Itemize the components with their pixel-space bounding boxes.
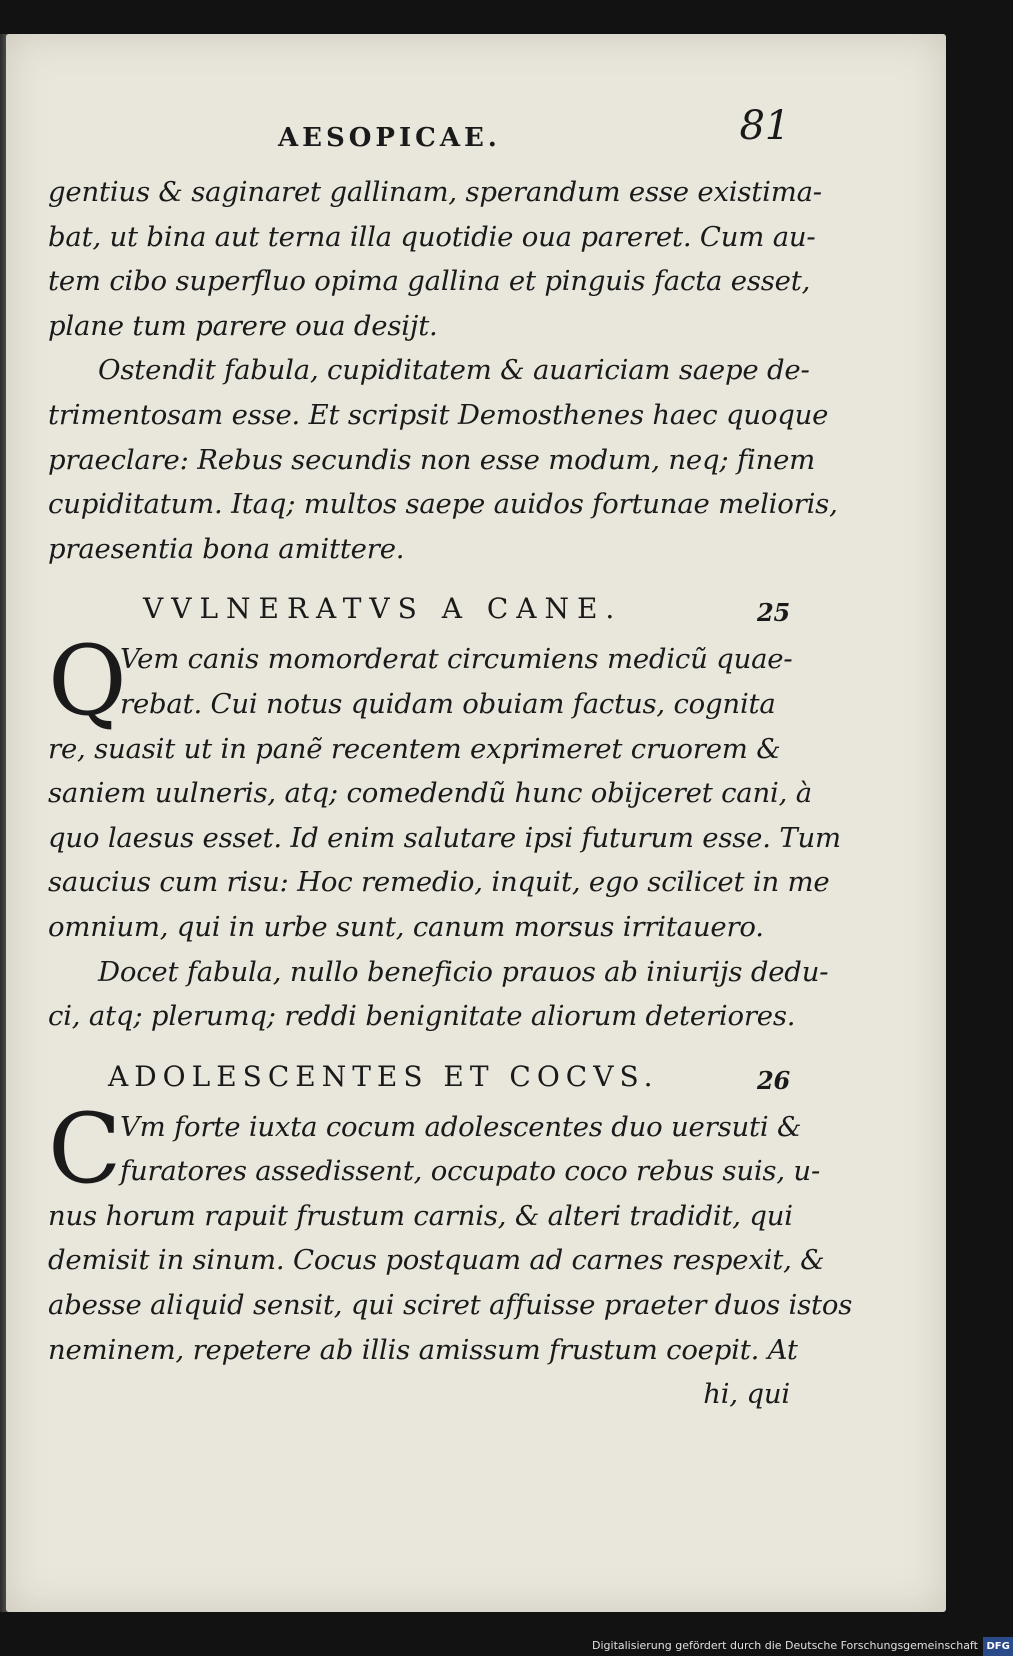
- fable-body: [48, 1092, 853, 1417]
- fable-number: 26: [757, 1065, 790, 1095]
- text-line: Vm forte iuxta cocum adolescentes duo uersuti &: [120, 1110, 802, 1143]
- moral-paragraph: [48, 348, 838, 571]
- fable-heading: [48, 1047, 790, 1105]
- text-line: omnium, qui in urbe sunt, canum morsus irritauero.: [48, 910, 764, 943]
- credit-text: Digitalisierung gefördert durch die Deutsche Forschungsgemeinschaft: [592, 1639, 978, 1652]
- text-line: Vem canis momorderat circumiens medicũ quae-: [120, 643, 793, 676]
- text-line: plane tum parere oua desijt.: [48, 309, 438, 342]
- paragraph-continued: [48, 170, 822, 348]
- page-text: [48, 103, 853, 1417]
- catchword: hi, qui: [703, 1378, 790, 1411]
- text-line: nus horum rapuit frustum carnis, & alteri tradidit, qui: [48, 1199, 793, 1232]
- dfg-logo: DFG: [983, 1637, 1012, 1656]
- fable-heading: [48, 579, 790, 637]
- running-head: AESOPICAE.: [278, 123, 501, 153]
- text-line: saucius cum risu: Hoc remedio, inquit, ego scilicet in me: [48, 866, 830, 899]
- digitization-credit: [592, 1636, 1010, 1655]
- text-line: Ostendit fabula, cupiditatem & auariciam saepe de-: [98, 354, 810, 387]
- text-line: saniem uulneris, atq; comedendũ hunc obijceret cani, à: [48, 777, 812, 810]
- text-line: abesse aliquid sensit, qui sciret affuisse praeter duos istos: [48, 1289, 853, 1322]
- text-line: rebat. Cui notus quidam obuiam factus, cognita: [120, 687, 776, 720]
- text-line: demisit in sinum. Cocus postquam ad carnes respexit, &: [48, 1244, 825, 1277]
- drop-capital: Q: [48, 625, 127, 738]
- text-line: re, suasit ut in panẽ recentem exprimeret cruorem &: [48, 732, 781, 765]
- moral-paragraph: [48, 950, 829, 1039]
- text-line: tem cibo superfluo opima gallina et pinguis facta esset,: [48, 265, 811, 298]
- text-line: ci, atq; plerumq; reddi benignitate aliorum deteriores.: [48, 1000, 796, 1033]
- page-header: [48, 103, 790, 170]
- fable-title: VVLNERATVS A CANE.: [143, 592, 623, 626]
- text-line: bat, ut bina aut terna illa quotidie oua pareret. Cum au-: [48, 220, 816, 253]
- text-line: quo laesus esset. Id enim salutare ipsi futurum esse. Tum: [48, 821, 841, 854]
- text-line: praeclare: Rebus secundis non esse modum, neq; finem: [48, 443, 816, 476]
- page-number: 81: [739, 103, 790, 149]
- fable-title: ADOLESCENTES ET COCVS.: [108, 1059, 659, 1093]
- drop-capital: C: [48, 1092, 122, 1205]
- text-line: neminem, repetere ab illis amissum frustum coepit. At: [48, 1333, 798, 1366]
- text-line: cupiditatum. Itaq; multos saepe auidos fortunae melioris,: [48, 488, 838, 521]
- text-line: praesentia bona amittere.: [48, 532, 405, 565]
- fable-number: 25: [757, 598, 790, 628]
- fable-body: [48, 625, 841, 949]
- text-line: trimentosam esse. Et scripsit Demosthenes haec quoque: [48, 398, 829, 431]
- text-line: gentius & saginaret gallinam, sperandum esse existima-: [48, 176, 822, 208]
- text-line: Docet fabula, nullo beneficio prauos ab iniurijs dedu-: [98, 955, 829, 988]
- text-line: furatores assedissent, occupato coco rebus suis, u-: [120, 1155, 821, 1188]
